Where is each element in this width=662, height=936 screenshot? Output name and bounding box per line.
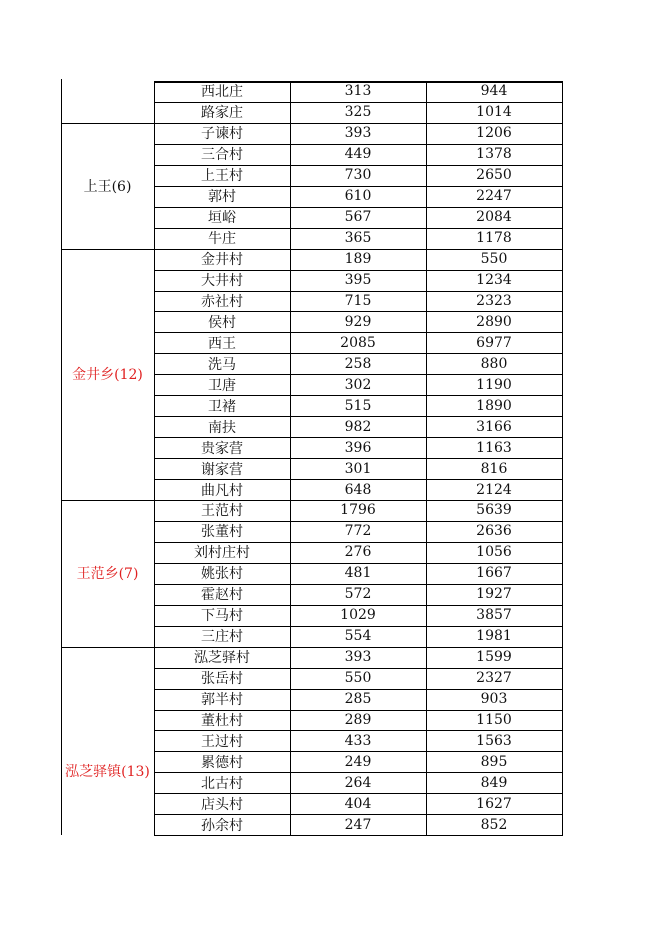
village-name-cell[interactable]: 下马村 [201, 608, 243, 625]
population-cell[interactable]: 1627 [476, 795, 512, 812]
row-divider [154, 458, 563, 459]
village-name-cell[interactable]: 泓芝驿村 [194, 650, 250, 667]
households-cell[interactable]: 264 [344, 774, 372, 791]
village-name-cell[interactable]: 郭半村 [201, 692, 243, 709]
village-name-cell[interactable]: 刘村庄村 [194, 545, 250, 562]
village-name-cell[interactable]: 三庄村 [201, 629, 243, 646]
row-divider [154, 311, 563, 312]
households-cell[interactable]: 715 [344, 292, 372, 309]
village-name-cell[interactable]: 三合村 [201, 147, 243, 164]
row-divider [154, 626, 563, 627]
population-cell[interactable]: 6977 [476, 334, 512, 351]
row-divider [154, 647, 563, 648]
households-cell[interactable]: 393 [344, 649, 372, 666]
village-name-cell[interactable]: 赤社村 [201, 293, 243, 310]
village-name-cell[interactable]: 姚张村 [201, 566, 243, 583]
group-cell[interactable]: 王范乡(7) [76, 566, 139, 583]
population-cell[interactable]: 3857 [476, 607, 512, 624]
households-cell[interactable]: 396 [344, 439, 372, 456]
group-divider [61, 123, 154, 124]
village-name-cell[interactable]: 卫唐 [208, 377, 236, 394]
population-cell[interactable]: 550 [480, 251, 508, 268]
households-cell[interactable]: 610 [344, 188, 372, 205]
population-cell[interactable]: 2327 [476, 670, 512, 687]
households-cell[interactable]: 365 [344, 230, 372, 247]
population-cell[interactable]: 2084 [476, 209, 512, 226]
households-cell[interactable]: 1029 [340, 607, 376, 624]
village-name-cell[interactable]: 垣峪 [208, 210, 236, 227]
group-divider [61, 249, 154, 250]
population-cell[interactable]: 1667 [476, 565, 512, 582]
village-name-cell[interactable]: 西王 [208, 335, 236, 352]
population-cell[interactable]: 895 [480, 753, 508, 770]
group-cell[interactable] [61, 81, 154, 123]
row-divider [154, 395, 563, 396]
households-cell[interactable]: 276 [344, 544, 372, 561]
population-cell[interactable]: 1163 [476, 439, 512, 456]
village-name-cell[interactable]: 牛庄 [208, 231, 236, 248]
population-cell[interactable]: 1178 [476, 230, 512, 247]
households-cell[interactable]: 302 [344, 376, 372, 393]
households-cell[interactable]: 325 [344, 104, 372, 121]
village-name-cell[interactable]: 卫褚 [208, 398, 236, 415]
village-name-cell[interactable]: 子谏村 [201, 126, 243, 143]
households-cell[interactable]: 301 [344, 460, 372, 477]
table-bottom-line [154, 835, 563, 836]
population-cell[interactable]: 1206 [476, 125, 512, 142]
population-cell[interactable]: 2323 [476, 292, 512, 309]
village-name-cell[interactable]: 金井村 [201, 252, 243, 269]
households-cell[interactable]: 395 [344, 272, 372, 289]
group-cell[interactable]: 金井乡(12) [72, 367, 143, 384]
row-divider [154, 228, 563, 229]
row-divider [154, 710, 563, 711]
village-name-cell[interactable]: 路家庄 [201, 105, 243, 122]
row-divider [154, 542, 563, 543]
households-cell[interactable]: 982 [344, 418, 372, 435]
households-cell[interactable]: 393 [344, 125, 372, 142]
population-cell[interactable]: 1563 [476, 732, 512, 749]
village-name-cell[interactable]: 贵家营 [201, 440, 243, 457]
village-name-cell[interactable]: 曲凡村 [201, 482, 243, 499]
village-name-cell[interactable]: 王范村 [201, 503, 243, 520]
households-cell[interactable]: 554 [344, 628, 372, 645]
households-cell[interactable]: 433 [344, 732, 372, 749]
population-cell[interactable]: 5639 [476, 502, 512, 519]
village-name-cell[interactable]: 北古村 [201, 775, 243, 792]
row-divider [154, 81, 563, 83]
population-cell[interactable]: 1981 [476, 628, 512, 645]
row-divider [154, 270, 563, 271]
village-name-cell[interactable]: 张董村 [201, 524, 243, 541]
village-name-cell[interactable]: 郭村 [208, 189, 236, 206]
population-cell[interactable]: 1190 [476, 376, 512, 393]
row-divider [154, 689, 563, 690]
row-divider [154, 584, 563, 585]
population-cell[interactable]: 1378 [476, 146, 512, 163]
households-cell[interactable]: 550 [344, 670, 372, 687]
row-divider [154, 249, 563, 250]
village-name-cell[interactable]: 上王村 [201, 168, 243, 185]
row-divider [154, 144, 563, 145]
row-divider [154, 772, 563, 773]
population-cell[interactable]: 1014 [476, 104, 512, 121]
row-divider [154, 416, 563, 417]
row-divider [154, 123, 563, 124]
row-divider [154, 500, 563, 501]
row-divider [154, 668, 563, 669]
village-name-cell[interactable]: 洗马 [208, 356, 236, 373]
households-cell[interactable]: 730 [344, 167, 372, 184]
population-cell[interactable]: 944 [480, 83, 508, 100]
right-border [562, 81, 563, 836]
households-cell[interactable]: 289 [344, 711, 372, 728]
households-cell[interactable]: 285 [344, 691, 372, 708]
row-divider [154, 102, 563, 103]
row-divider [154, 186, 563, 187]
village-name-cell[interactable]: 王过村 [201, 733, 243, 750]
village-name-cell[interactable]: 霍赵村 [201, 587, 243, 604]
households-cell[interactable]: 258 [344, 355, 372, 372]
households-cell[interactable]: 572 [344, 586, 372, 603]
group-divider [61, 500, 154, 501]
population-cell[interactable]: 903 [480, 691, 508, 708]
population-cell[interactable]: 1056 [476, 544, 512, 561]
group-cell[interactable]: 上王(6) [83, 178, 132, 195]
households-cell[interactable]: 449 [344, 146, 372, 163]
row-divider [154, 165, 563, 166]
households-cell[interactable]: 2085 [340, 334, 376, 351]
households-cell[interactable]: 567 [344, 209, 372, 226]
village-name-cell[interactable]: 孙余村 [201, 817, 243, 834]
row-divider [154, 521, 563, 522]
name-col-border [154, 81, 155, 835]
households-cell[interactable]: 249 [344, 753, 372, 770]
row-divider [154, 479, 563, 480]
households-cell[interactable]: 313 [344, 83, 372, 100]
village-name-cell[interactable]: 董杜村 [201, 712, 243, 729]
row-divider [154, 437, 563, 438]
population-cell[interactable]: 816 [480, 460, 508, 477]
group-divider [61, 647, 154, 648]
population-cell[interactable]: 2890 [476, 313, 512, 330]
population-cell[interactable]: 1599 [476, 649, 512, 666]
population-cell[interactable]: 2124 [476, 481, 512, 498]
population-cell[interactable]: 852 [480, 816, 508, 833]
households-cell[interactable]: 247 [344, 816, 372, 833]
households-cell[interactable]: 404 [344, 795, 372, 812]
row-divider [154, 751, 563, 752]
row-divider [154, 353, 563, 354]
col1-border [290, 81, 291, 835]
village-name-cell[interactable]: 南扶 [208, 419, 236, 436]
households-cell[interactable]: 189 [344, 251, 372, 268]
population-cell[interactable]: 1150 [476, 711, 512, 728]
population-cell[interactable]: 1927 [476, 586, 512, 603]
population-cell[interactable]: 2650 [476, 167, 512, 184]
col2-border [426, 81, 427, 835]
households-cell[interactable]: 648 [344, 481, 372, 498]
group-cell[interactable]: 泓芝驿镇(13) [65, 764, 150, 781]
row-divider [154, 563, 563, 564]
village-name-cell[interactable]: 累德村 [201, 754, 243, 771]
village-name-cell[interactable]: 侯村 [208, 314, 236, 331]
village-name-cell[interactable]: 张岳村 [201, 671, 243, 688]
row-divider [154, 332, 563, 333]
households-cell[interactable]: 515 [344, 397, 372, 414]
households-cell[interactable]: 1796 [340, 502, 376, 519]
row-divider [154, 814, 563, 815]
population-cell[interactable]: 849 [480, 774, 508, 791]
village-name-cell[interactable]: 大井村 [201, 273, 243, 290]
row-divider [154, 730, 563, 731]
population-cell[interactable]: 1890 [476, 397, 512, 414]
village-name-cell[interactable]: 店头村 [201, 796, 243, 813]
row-divider [154, 291, 563, 292]
row-divider [154, 207, 563, 208]
population-cell[interactable]: 880 [480, 355, 508, 372]
row-divider [154, 374, 563, 375]
row-divider [154, 605, 563, 606]
population-cell[interactable]: 2636 [476, 523, 512, 540]
households-cell[interactable]: 772 [344, 523, 372, 540]
population-cell[interactable]: 2247 [476, 188, 512, 205]
population-cell[interactable]: 1234 [476, 272, 512, 289]
population-cell[interactable]: 3166 [476, 418, 512, 435]
village-name-cell[interactable]: 谢家营 [201, 461, 243, 478]
households-cell[interactable]: 481 [344, 565, 372, 582]
row-divider [154, 793, 563, 794]
village-name-cell[interactable]: 西北庄 [201, 84, 243, 101]
households-cell[interactable]: 929 [344, 313, 372, 330]
